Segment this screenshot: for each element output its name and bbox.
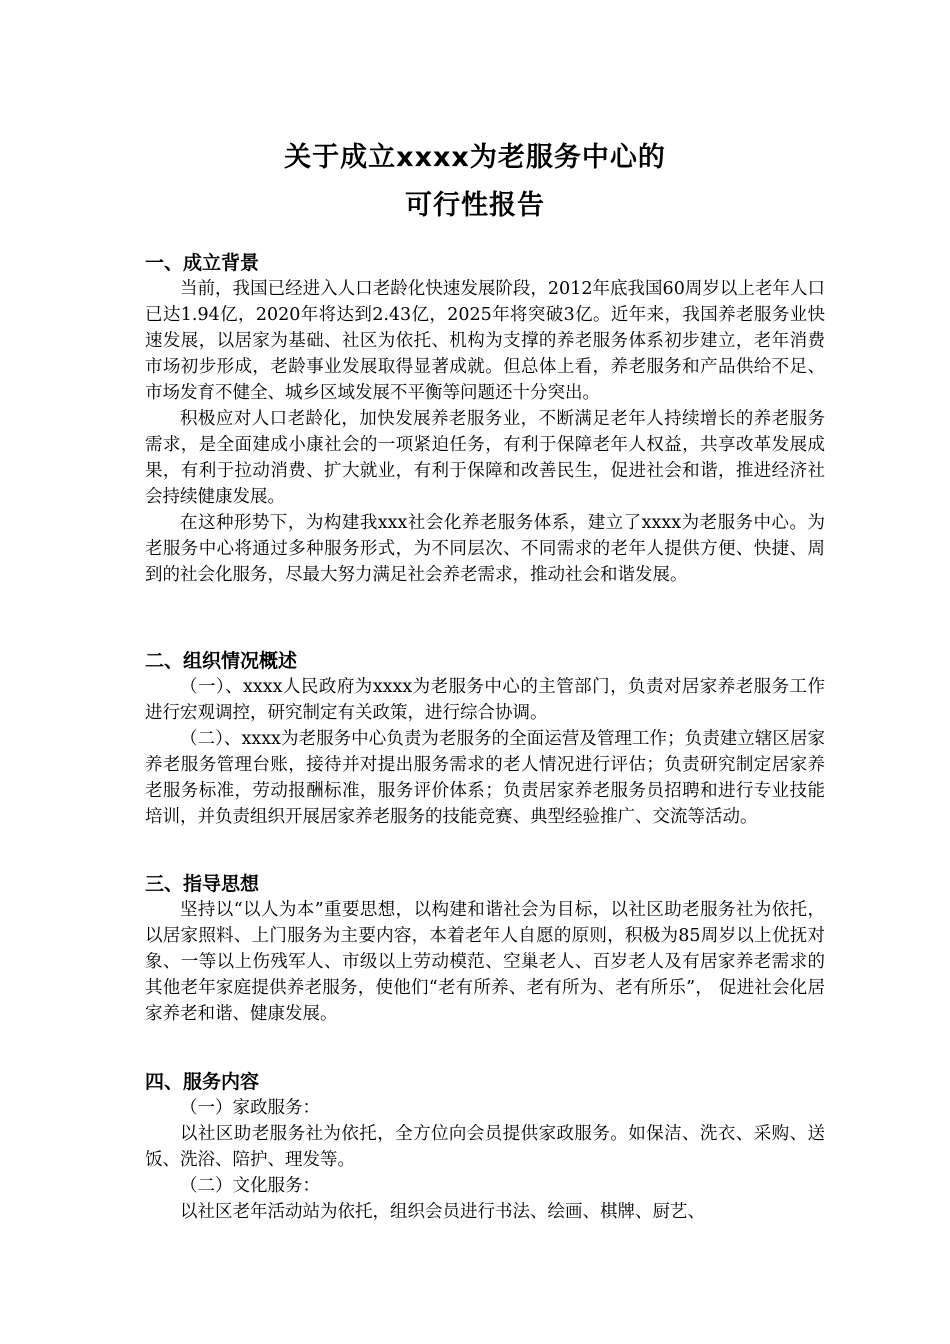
section-background <box>145 250 825 588</box>
section-organization <box>145 648 825 830</box>
paragraph: 当前，我国已经进入人口老龄化快速发展阶段，2012年底我国60周岁以上老年人口已达1.94亿，2020年将达到2.43亿，2025年将突破3亿。近年来，我国养老服务业快速发展，以居家为基础、社区为依托、机构为支撑的养老服务体系初步建立，老年消费市场初步形成，老龄事业发展取得显著成就。但总体上看，养老服务和产品供给不足、市场发育不健全、城乡区域发展不平衡等问题还十分突出。 <box>145 279 825 403</box>
document-title-line-1: 关于成立xxxx为老服务中心的 <box>284 142 666 173</box>
section-heading: 二、组织情况概述 <box>145 650 298 672</box>
paragraph: （一）、xxxx人民政府为xxxx为老服务中心的主管部门，负责对居家养老服务工作进行宏观调控，研究制定有关政策，进行综合协调。 <box>145 677 825 723</box>
paragraph: 在这种形势下，为构建我xxx社会化养老服务体系，建立了xxxx为老服务中心。为老服务中心将通过多种服务形式，为不同层次、不同需求的老年人提供方便、快捷、周到的社会化服务，尽最大努力满足社会养老需求，推动社会和谐发展。 <box>145 513 825 585</box>
paragraph: 以社区助老服务社为依托，全方位向会员提供家政服务。如保洁、洗衣、采购、送饭、洗浴、陪护、理发等。 <box>145 1124 825 1170</box>
subsection-label: （一）家政服务： <box>180 1098 320 1118</box>
section-heading: 四、服务内容 <box>145 1071 260 1093</box>
section-service-content <box>145 1069 825 1225</box>
document-title-line-2: 可行性报告 <box>405 190 545 221</box>
subsection-label: （二）文化服务： <box>180 1176 320 1196</box>
section-guiding-ideology <box>145 871 825 1027</box>
paragraph: 积极应对人口老龄化，加快发展养老服务业，不断满足老年人持续增长的养老服务需求，是全面建成小康社会的一项紧迫任务，有利于保障老年人权益，共享改革发展成果，有利于拉动消费、扩大就业，有利于保障和改善民生，促进社会和谐，推进经济社会持续健康发展。 <box>145 409 825 507</box>
paragraph: 坚持以“以人为本”重要思想，以构建和谐社会为目标，以社区助老服务社为依托，以居家照料、上门服务为主要内容，本着老年人自愿的原则，积极为85周岁以上优抚对象、一等以上伤残军人、市级以上劳动模范、空巢老人、百岁老人及有居家养老需求的其他老年家庭提供养老服务，使他们“老有所养、老有所为、老有所乐”， 促进社会化居家养老和谐、健康发展。 <box>145 900 825 1024</box>
paragraph: 以社区老年活动站为依托，组织会员进行书法、绘画、棋牌、厨艺、 <box>180 1202 705 1222</box>
paragraph: （二）、xxxx为老服务中心负责为老服务的全面运营及管理工作；负责建立辖区居家养老服务管理台账，接待并对提出服务需求的老人情况进行评估；负责研究制定居家养老服务标准，劳动报酬标准，服务评价体系；负责居家养老服务员招聘和进行专业技能培训，并负责组织开展居家养老服务的技能竞赛、典型经验推广、交流等活动。 <box>145 729 825 827</box>
section-heading: 三、指导思想 <box>145 873 260 895</box>
section-heading: 一、成立背景 <box>145 252 260 274</box>
